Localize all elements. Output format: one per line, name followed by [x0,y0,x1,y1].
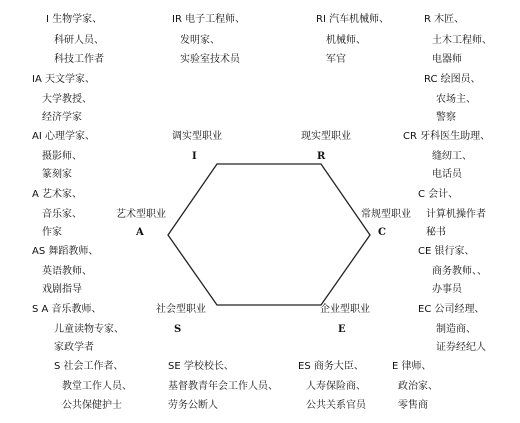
type-name-E: 企业型职业 [320,304,370,315]
occ-S-2: 教堂工作人员、 [62,381,132,392]
type-letter-R: R [317,151,326,162]
type-letter-S: S [174,324,182,335]
occ-RI-1: RI 汽车机械师、 [316,14,390,25]
occ-AI-1: AI 心理学家、 [32,131,95,142]
occ-I-3: 科技工作者 [54,54,104,65]
occ-RI-3: 军官 [326,54,346,65]
occ-CR-3: 电话员 [432,169,462,180]
type-letter-I: I [192,151,197,162]
type-letter-E: E [338,324,346,335]
type-letter-A: A [136,227,144,238]
occ-SE-2: 基督教青年会工作人员、 [168,381,278,392]
occ-SA-2: 儿童读物专家、 [54,324,124,335]
occ-SE-3: 劳务公断人 [168,400,218,411]
occ-IR-3: 实验室技术员 [180,54,240,65]
type-name-C: 常规型职业 [361,209,411,220]
occ-R-2: 土木工程师、 [432,35,492,46]
occ-EC-3: 证券经纪人 [436,342,486,353]
occ-SE-1: SE 学校校长、 [168,361,234,372]
occ-A-3: 作家 [42,227,62,238]
occ-IA-3: 经济学家 [42,112,82,123]
occ-ES-2: 人寿保险商、 [306,381,366,392]
occ-E-3: 零售商 [398,400,428,411]
occ-AS-1: AS 舞蹈教师、 [32,246,99,257]
occ-AS-2: 英语教师、 [42,266,92,277]
occ-IA-1: IA 天文学家、 [32,74,95,85]
occ-R-1: R 木匠、 [424,14,465,25]
occ-CE-1: CE 银行家、 [418,246,475,257]
type-name-R: 现实型职业 [301,131,351,142]
occ-IR-1: IR 电子工程师、 [172,14,246,25]
occ-E-1: E 律师、 [392,361,432,372]
occ-AI-2: 摄影师、 [42,151,82,162]
occ-CR-1: CR 牙科医生助理、 [403,131,491,142]
occ-RC-3: 警察 [436,112,456,123]
occ-AS-3: 戏剧指导 [42,284,82,295]
occ-C-2: 计算机操作者 [426,209,486,220]
occ-EC-2: 制造商、 [436,324,476,335]
occ-RC-1: RC 绘图员、 [424,74,481,85]
hexagon-outline [168,164,370,305]
occ-I-2: 科研人员、 [54,35,104,46]
occ-CE-3: 办事员 [432,284,462,295]
occ-ES-3: 公共关系官员 [306,400,366,411]
occ-RC-2: 农场主、 [436,94,476,105]
occ-IA-2: 大学教授、 [42,94,92,105]
occ-A-2: 音乐家、 [42,209,82,220]
occ-RI-2: 机械师、 [326,35,366,46]
occ-ES-1: ES 商务大臣、 [298,361,364,372]
occ-CE-2: 商务教师、、 [432,266,487,277]
occ-S-1: S 社会工作者、 [54,361,124,372]
type-name-I: 调实型职业 [172,131,222,142]
occ-CR-2: 缝纫工、 [432,151,472,162]
type-name-A: 艺术型职业 [116,209,166,220]
occ-R-3: 电器师 [432,54,462,65]
occ-A-1: A 艺术家、 [32,189,83,200]
occ-IR-2: 发明家、 [180,35,220,46]
occ-C-3: 秘书 [426,227,446,238]
occ-S-3: 公共保健护士 [62,400,122,411]
occ-SA-1: S A 音乐教师、 [32,304,102,315]
occ-I-1: I 生物学家、 [46,14,103,25]
type-letter-C: C [378,227,386,238]
occ-E-2: 政治家、 [398,381,438,392]
type-name-S: 社会型职业 [156,304,206,315]
occ-AI-3: 篆刻家 [42,169,72,180]
occ-C-1: C 会计、 [418,189,459,200]
occ-EC-1: EC 公司经理、 [418,304,485,315]
occ-SA-3: 家政学者 [54,342,94,353]
